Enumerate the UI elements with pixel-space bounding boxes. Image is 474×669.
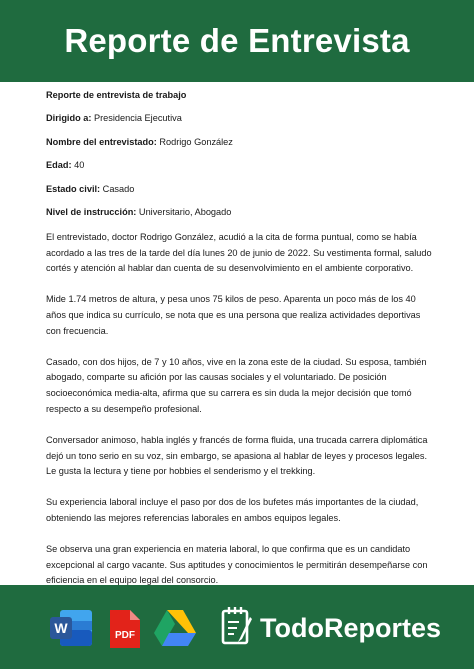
field-education-level: Nivel de instrucción: Universitario, Abogado <box>46 206 232 217</box>
svg-text:PDF: PDF <box>115 630 135 641</box>
paragraph: Casado, con dos hijos, de 7 y 10 años, vive en la zona este de la ciudad. Su esposa, también abogado, comparte su afición por las causas sociales y el voluntariado. De posición socioeconómica media-alta, afirma que su carrera es sin duda la mejor decisión que tomó respecto a su desempeño profesional. <box>46 356 427 414</box>
brand-logo[interactable] <box>220 606 441 650</box>
paragraph: Se observa una gran experiencia en materia laboral, lo que confirma que es un candidato excepcional al cargo vacante. Sus aptitudes y conocimientos le permitirán desempeñarse con eficiencia en el equipo legal del consorcio. <box>46 543 428 586</box>
paragraph: El entrevistado, doctor Rodrigo González, acudió a la cita de forma puntual, como se había acordado a las tres de la tarde del día lunes 20 de junio de 2022. Su vestimenta formal, saludo cortés y atención al hablar dan cuenta de su desenvolvimiento en el ambiente corporativo. <box>46 231 432 274</box>
brand-name: TodoReportes <box>260 612 441 643</box>
notepad-icon <box>220 605 254 652</box>
field-marital-status: Estado civil: Casado <box>46 183 135 194</box>
field-addressed-to: Dirigido a: Presidencia Ejecutiva <box>46 113 182 124</box>
pdf-icon[interactable] <box>106 608 142 655</box>
field-interviewee-name: Nombre del entrevistado: Rodrigo González <box>46 136 233 147</box>
document-heading: Reporte de entrevista de trabajo <box>46 90 187 100</box>
paragraph: Conversador animoso, habla inglés y francés de forma fluida, una trucada carrera diplomática dejó un tono serio en su voz, sin embargo, se apasiona al hablar de leyes y procesos legales. Le gusta la lectura y tiene por hobbies el senderismo y el trekking. <box>46 434 428 477</box>
page-title: Reporte de Entrevista <box>64 22 410 59</box>
paragraph: Mide 1.74 metros de altura, y pesa unos 75 kilos de peso. Aparenta un poco más de los 40 años que indica su currículo, se nota que es una persona que realiza actividades deportivas con frecuencia. <box>46 294 421 336</box>
svg-text:W: W <box>54 620 68 636</box>
document-body <box>46 88 434 589</box>
field-age: Edad: 40 <box>46 160 85 171</box>
paragraph: Su experiencia laboral incluye el paso por dos de los bufetes más importantes de la ciudad, obteniendo las mejores referencias laborales en ambos equipos legales. <box>46 497 419 523</box>
google-drive-icon[interactable] <box>152 608 198 653</box>
header-banner <box>0 0 474 82</box>
word-icon[interactable] <box>48 608 94 653</box>
